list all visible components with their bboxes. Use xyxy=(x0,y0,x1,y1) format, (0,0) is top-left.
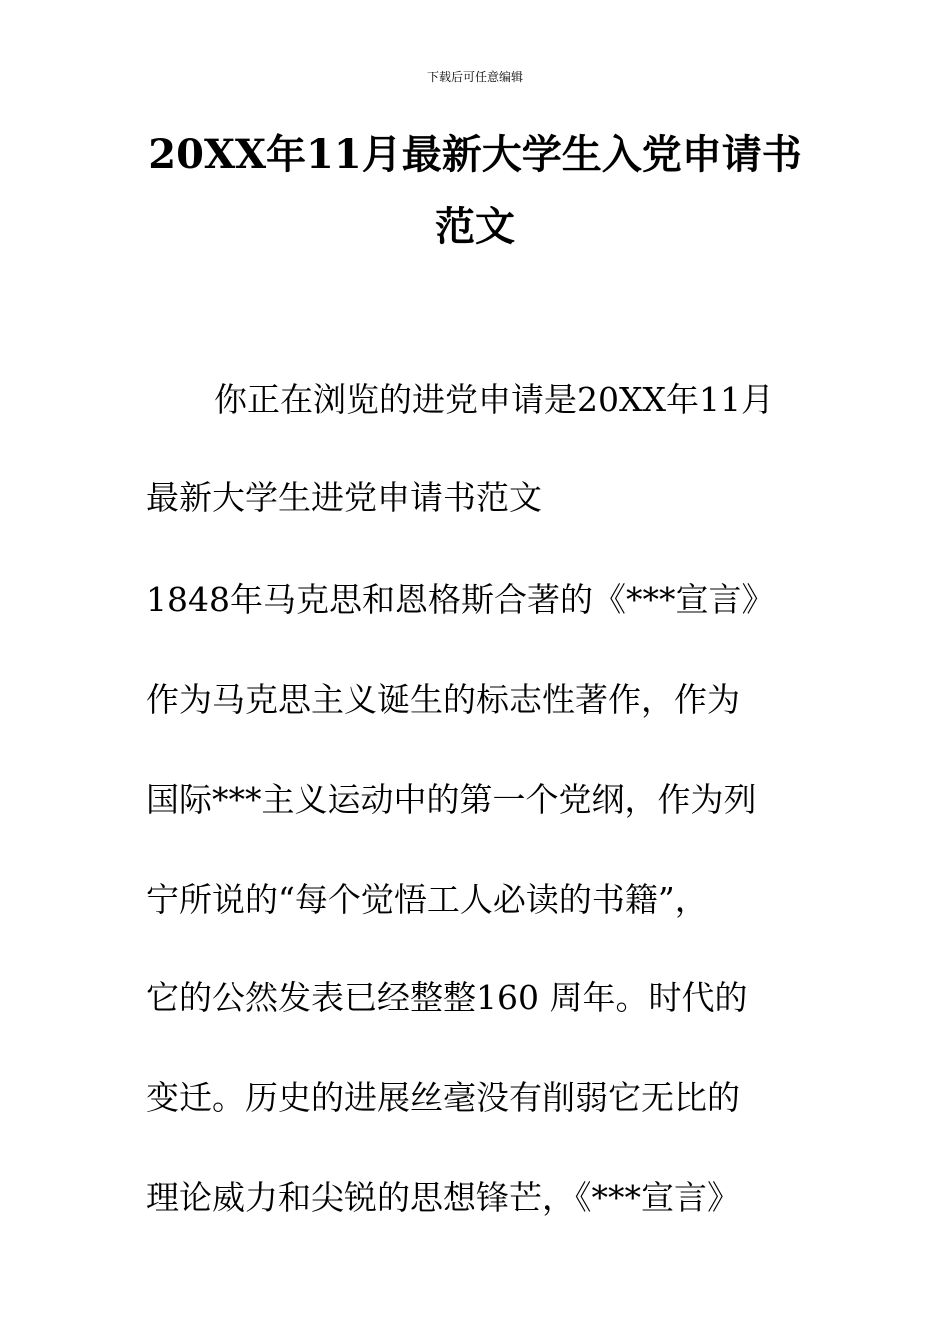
body-text-line-2: 最新大学生进党申请书范文 xyxy=(146,478,542,517)
body-text-line-5: 国际***主义运动中的第一个党纲，作为列 xyxy=(146,780,757,819)
body-text-line-8: 变迁。历史的进展丝毫没有削弱它无比的 xyxy=(146,1078,740,1117)
body-text-line-4: 作为马克思主义诞生的标志性著作，作为 xyxy=(146,680,740,719)
body-text-line-1: 你正在浏览的进党申请是20XX年11月 xyxy=(214,380,774,419)
body-text-line-7: 它的公然发表已经整整160 周年。时代的 xyxy=(146,978,748,1017)
body-text-line-9: 理论威力和尖锐的思想锋芒，《***宣言》 xyxy=(146,1178,740,1217)
document-title-line-1: 20XX年11月最新大学生入党申请书 xyxy=(148,131,802,178)
body-text-line-3: 1848年马克思和恩格斯合著的《***宣言》 xyxy=(146,580,775,619)
document-title-line-2: 范文 xyxy=(435,203,515,250)
body-text-line-6: 宁所说的“每个觉悟工人必读的书籍”， xyxy=(146,880,708,919)
download-note: 下载后可任意编辑 xyxy=(426,70,523,84)
